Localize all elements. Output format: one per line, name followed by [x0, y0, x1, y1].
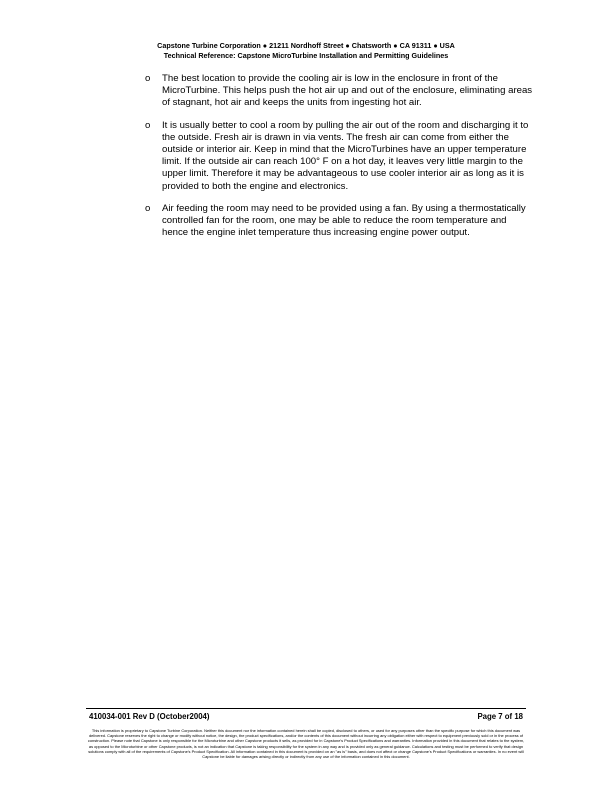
bullet-text: It is usually better to cool a room by pulling the air out of the room and discharging it to the outside. Fresh air is drawn in via vents. The fresh air can come from either the outside or interior air. Keep in mind that the MicroTurbines have an upper temperature limit. If the outside air can reach 100° F on a hot day, it leaves very little margin to the upper limit. Therefore it may be advantageous to use cooler interior air as long as it is provided to both the engine and electronics.: [162, 119, 529, 192]
bullet-text: Air feeding the room may need to be provided using a fan. By using a thermostatically controlled fan for the room, one may be able to reduce the room temperature and hence the engine inlet temperature thus increasing engine power output.: [162, 202, 526, 239]
header-company-line: Capstone Turbine Corporation ● 21211 Nordhoff Street ● Chatsworth ● CA 91311 ● USA: [157, 41, 455, 50]
bullet-marker: o: [145, 202, 151, 214]
page-number: Page 7 of 18: [477, 712, 523, 721]
bullet-item: [145, 203, 535, 240]
bullet-marker: o: [145, 119, 151, 131]
footer-divider: [86, 708, 526, 709]
bullet-item: [145, 120, 535, 193]
document-number: 410034-001 Rev D (October2004): [89, 712, 210, 721]
bullet-item: [145, 73, 535, 110]
proprietary-disclaimer: This information is proprietary to Capstone Turbine Corporation. Neither this document nor the information contained herein shall be copied, disclosed to others, or used for any purposes other than the specific purpose for which this document was delivered. Capstone reserves the right to change or modify without notice, the design, the product specifications, and/or the contents of this document without incurring any obligation either with respect to equipment previously sold or in the process of construction. Please note that Capstone is only responsible for the Microturbine and other Capstone products it sells, as provided for in Capstone's Product Specifications and warranties. Information provided in this document that relates to the system, as opposed to the Microturbine or other Capstone products, is not an indication that Capstone is taking responsibility for the system in any way and is provided only as general guidance. Calculations and testing must be performed to verify that design solutions comply with all of the requirements of Capstone's Product Specification. All information contained in this document is provided on an "as is" basis, and does not affect or change Capstone's Product Specifications or warranties. In no event will Capstone be liable for damages arising directly or indirectly from any use of the information contained in this document.: [87, 728, 525, 760]
header-document-title: Technical Reference: Capstone MicroTurbine Installation and Permitting Guidelines: [163, 50, 449, 60]
bullet-list: [145, 73, 535, 249]
page-header: [0, 41, 612, 60]
bullet-text: The best location to provide the cooling air is low in the enclosure in front of the MicroTurbine. This helps push the hot air up and out of the enclosure, eliminating areas of stagnant, hot air and keeps the units from ingesting hot air.: [162, 73, 533, 109]
bullet-marker: o: [145, 73, 151, 84]
